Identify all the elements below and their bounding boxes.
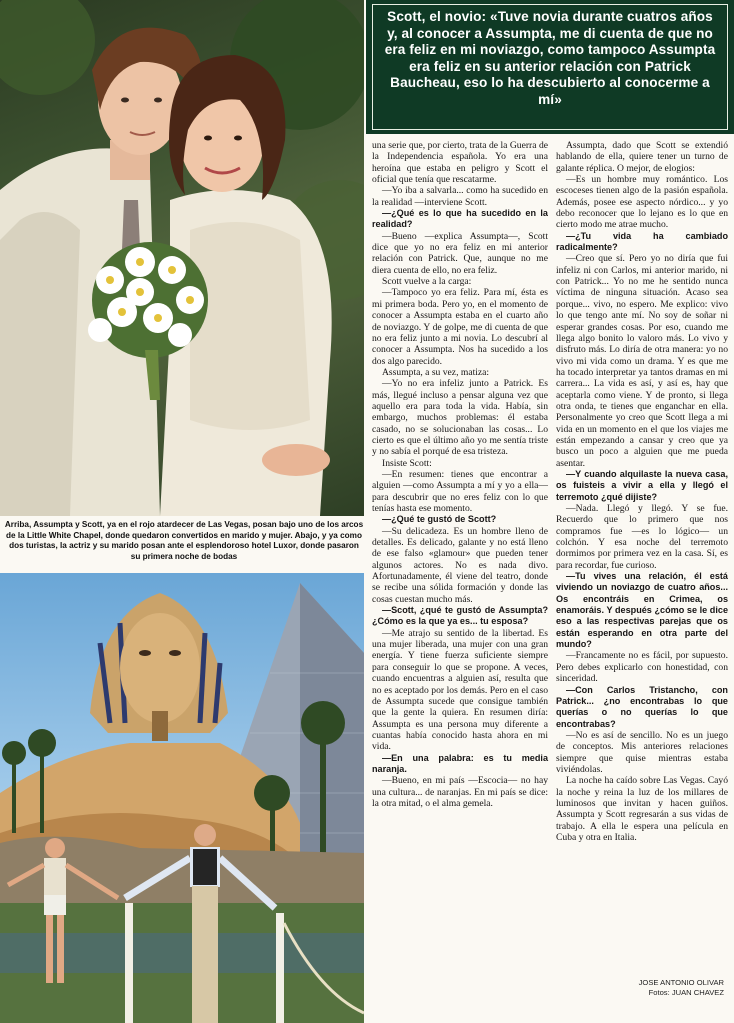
headline-box bbox=[366, 0, 734, 134]
article-paragraph: Insiste Scott: bbox=[382, 457, 432, 469]
author-credit: JOSE ANTONIO OLIVAR bbox=[638, 978, 724, 987]
couple-photo bbox=[0, 0, 364, 516]
interview-question: —Tu vives una relación, él está viviendo un noviazgo de cuatro años... Os encontráis en Crimea, os enamoráis. Y después ¿cómo se le dice eso a las respectivas parejas que os están esperando en otra parte del mundo? bbox=[556, 571, 728, 650]
article-paragraph: —Nada. Llegó y llegó. Y se fue. Recuerdo que lo primero que nos compramos fue —es lo lógico— un colchón. Y esa noche del terremoto dormimos por primera vez en la casa. Sí, es para recordar, fue curioso. bbox=[556, 503, 728, 571]
interview-question: —Scott, ¿qué te gustó de Assumpta? ¿Cómo es la que ya es... tu esposa? bbox=[372, 605, 548, 627]
photo-credit: Fotos: JUAN CHAVEZ bbox=[648, 987, 724, 997]
article-paragraph: —Es un hombre muy romántico. Los escoceses tienen algo de la pasión española. Además, posee ese aspecto nórdico... y yo debo reconocer que lo lejano es lo que en cierto modo me atrae mucho. bbox=[556, 174, 728, 231]
article-paragraph: —Francamente no es fácil, por supuesto. Pero debes explicarlo con honestidad, con sinceridad. bbox=[556, 650, 728, 685]
article-paragraph: —Yo iba a salvarla... como ha sucedido en la realidad —interviene Scott. bbox=[372, 185, 548, 208]
article-paragraph: Assumpta, dado que Scott se extendió hablando de ella, quiere tener un turno de galante réplica. O mejor, de elogios: bbox=[556, 140, 728, 174]
interview-question: —¿Qué es lo que ha sucedido en la realidad? bbox=[372, 208, 548, 230]
interview-question: —¿Qué te gustó de Scott? bbox=[382, 514, 497, 525]
article-paragraph: La noche ha caído sobre Las Vegas. Cayó la noche y reina la luz de los millares de luminosos que invitan y hacen guiños. Assumpta y Scott regresarán a sus vidas de trabajo. A ella le espera una película en Cuba y otra en Italia. bbox=[556, 775, 728, 843]
couple-photo-illustration bbox=[0, 0, 364, 516]
article-paragraph: —Creo que sí. Pero yo no diría que fui infeliz ni con Carlos, mi anterior marido, ni con Patrick... Yo no me he sentido nunca víctima de ninguna situación. Acaso sea porque... vivo, no espero. Me explico: vivo lo que tengo ante mí. No soy de soñar ni esperar grandes cosas. Por eso, cuando me llega algo bonito lo valoro más. Lo vivo y disfruto más. Lo diría de otra manera: yo no vivo mi vida como un drama. Y es que me ha tocado interpretar ya tantos dramas en mi carrera... La vida es así, y así es, hay que aceptarla como viene. Y de pronto, si llega otra onda, te tienes que enganchar en ella. Personalmente yo creo que Scott llega a mi vida en un momento en el que los viajes me están empezando a cansar y creo que ya busco un poco a alguien que me pueda asentar. bbox=[556, 253, 728, 469]
article-paragraph: una serie que, por cierto, trata de la Guerra de la Independencia española. Yo era una heroína que estaba en peligro y Scott el oficial que tenía que rescatarme. bbox=[372, 140, 548, 186]
article-paragraph: —Yo no era infeliz junto a Patrick. Es más, llegué incluso a pensar alguna vez que aquello era para toda la vida. Había, sin embargo, muchos problemas: él estaba casado, no se solucionaban las cosas... Lo cierto es que el último año yo me sentía triste y no sabía el porqué de esa tristeza. bbox=[372, 378, 548, 458]
article-paragraph: Scott vuelve a la carga: bbox=[382, 276, 472, 288]
article-paragraph: —Tampoco yo era feliz. Para mí, ésta es mi primera boda. Pero yo, en el momento de conocer a Assumpta estaba en el cuarto año de noviazgo. Y de golpe, me di cuenta de que no era feliz junto a mi novia. Lo descubrí al conocer a Assumpta. Nos ha sucedido a los dos algo parecido. bbox=[372, 287, 548, 367]
luxor-photo-illustration bbox=[0, 573, 364, 1023]
article-column-1 bbox=[372, 140, 548, 809]
credits bbox=[554, 978, 724, 997]
interview-question: —Y cuando alquilaste la nueva casa, os fuisteis a vivir a ella y llegó el terremoto ¿qué dijiste? bbox=[556, 468, 728, 502]
headline-frame bbox=[372, 4, 728, 130]
article-column-2 bbox=[556, 140, 728, 843]
headline-quote: Scott, el novio: «Tuve novia durante cuatros años y, al conocer a Assumpta, me di cuenta de que no era feliz en mi noviazgo, como tampoco Assumpta era feliz en su anterior relación con Patrick Baucheau, eso lo ha descubierto al conocerme a mí» bbox=[384, 9, 716, 107]
photo-caption: Arriba, Assumpta y Scott, ya en el rojo atardecer de Las Vegas, posan bajo uno de los arcos de la Little White Chapel, donde quedaron convertidos en marido y mujer. Abajo, y ya como dos turistas, la actriz y su marido posan ante el esplendoroso hotel Luxor, donde pasaron su primera noche de bodas bbox=[4, 520, 364, 561]
luxor-photo bbox=[0, 573, 364, 1023]
interview-question: —En una palabra: es tu media naranja. bbox=[372, 752, 548, 774]
article-paragraph: —Me atrajo su sentido de la libertad. Es una mujer liberada, una mujer con una gran energía. Y tiene fuerza suficiente siempre para conseguir lo que se propone. A veces, cuando encuentras a alguien así, resulta que no es aceptado por los demás. Pero en el caso de Assumpta sucede que consigue también que la gente la quiera. En resumen diría: Assumpta es una persona muy diferente a cuantas había conocido hasta ahora en mi vida. bbox=[372, 627, 548, 753]
article-paragraph: —No es así de sencillo. No es un juego de conceptos. Mis anteriores relaciones siempre que quise mientras estaba viviéndolas. bbox=[556, 729, 728, 775]
article-paragraph: —Bueno —explica Assumpta—, Scott dice que yo no era feliz en mi anterior relación con Patrick. Que, aunque no me diera cuenta de ello, no era feliz. bbox=[372, 230, 548, 276]
article-paragraph: Assumpta, a su vez, matiza: bbox=[382, 366, 490, 378]
article-paragraph: —Bueno, en mi país —Escocia— no hay una cultura... de naranjas. En mi país se dice: la otra mitad, o el alma gemela. bbox=[372, 775, 548, 809]
article-paragraph: —En resumen: tienes que encontrar a alguien —como Assumpta a mí y yo a ella— para descubrir que no eres feliz con lo que tenías hasta ese momento. bbox=[372, 468, 548, 514]
interview-question: —¿Tu vida ha cambiado radicalmente? bbox=[556, 230, 728, 253]
article-paragraph: —Su delicadeza. Es un hombre lleno de detalles. Es delicado, galante y no está lleno de ese falso «glamour» que pueden tener algunos actores. No es nada divo. Afortunadamente, él viene del teatro, donde se recibe una sólida formación y donde las cosas cuestan mucho más. bbox=[372, 525, 548, 605]
interview-question: —Con Carlos Tristancho, con Patrick... ¿no encontrabas lo que querías o no querías lo que encontrabas? bbox=[556, 684, 728, 729]
